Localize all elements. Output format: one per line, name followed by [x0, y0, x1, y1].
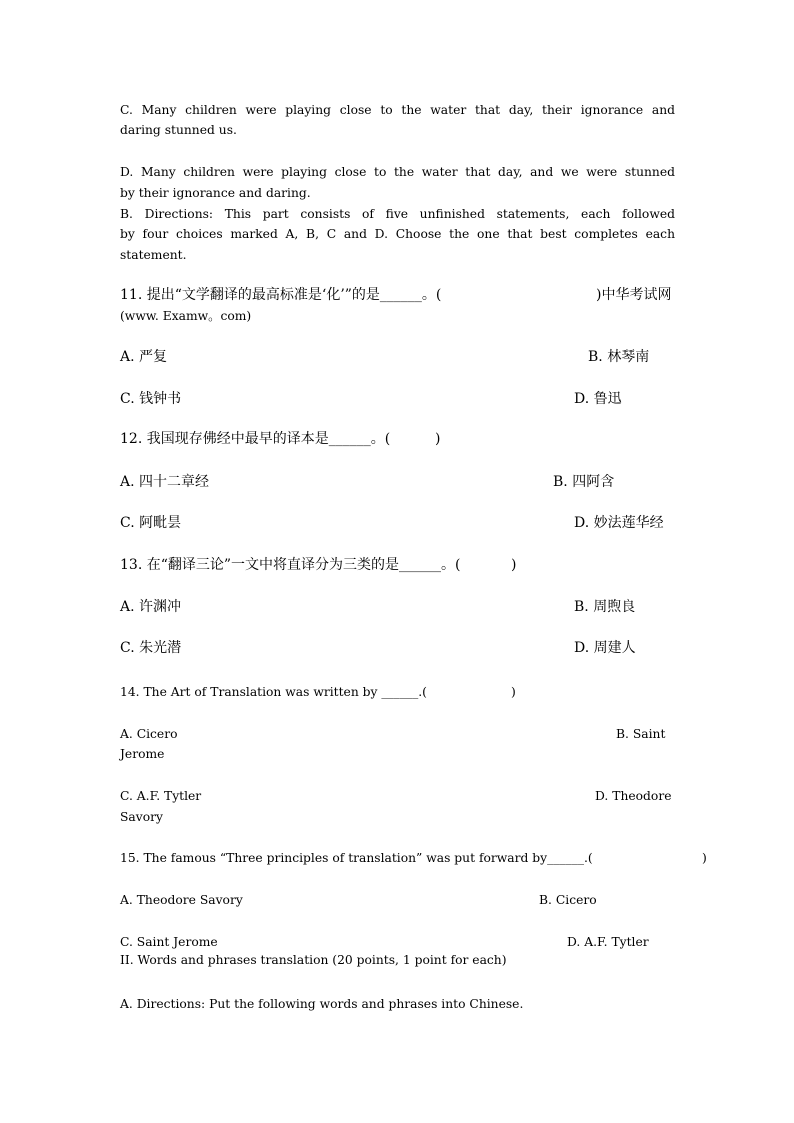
q12-stem-end: ) [435, 431, 441, 447]
q14-option-c: C. A.F. Tytler [120, 789, 202, 803]
q15-option-d: D. A.F. Tytler [567, 935, 649, 949]
q14-stem: 14. The Art of Translation was written by ______.( [120, 685, 427, 699]
q14-option-d: D. Theodore [595, 789, 672, 803]
q15-stem-end: ) [702, 851, 707, 865]
q13-stem-end: ) [511, 557, 517, 573]
q11-option-a: A. 严复 [120, 349, 168, 365]
q13-option-a: A. 许渊冲 [120, 599, 182, 615]
q13-option-d: D. 周建人 [574, 640, 636, 656]
option-c-line2: daring stunned us. [120, 123, 237, 137]
q12-option-b: B. 四阿含 [553, 474, 615, 490]
section-b-line3: statement. [120, 248, 187, 262]
q12-stem: 12. 我国现存佛经中最早的译本是______。( [120, 431, 391, 447]
q11-stem-end: )中华考试网 [596, 287, 672, 303]
q13-option-c: C. 朱光潜 [120, 640, 182, 656]
option-c-line1: C. Many children were playing close to the water that day, their ignorance and [120, 103, 675, 117]
q12-option-a: A. 四十二章经 [120, 474, 210, 490]
q13-stem: 13. 在“翻译三论”一文中将直译分为三类的是______。( [120, 557, 461, 573]
q11-option-c: C. 钱钟书 [120, 391, 182, 407]
q11-source: (www. Examw。com) [120, 309, 252, 323]
section-b-line1: B. Directions: This part consists of five unfinished statements, each followed [120, 207, 675, 221]
section-b-line2: by four choices marked A, B, C and D. Choose the one that best completes each [120, 227, 675, 241]
q11-stem: 11. 提出“文学翻译的最高标准是‘化’”的是______。( [120, 287, 442, 303]
q14-stem-end: ) [511, 685, 516, 699]
option-d-line1: D. Many children were playing close to the water that day, and we were stunned [120, 165, 675, 179]
q14-option-a: A. Cicero [120, 727, 178, 741]
part2-heading: II. Words and phrases translation (20 points, 1 point for each) [120, 953, 507, 967]
q15-option-c: C. Saint Jerome [120, 935, 218, 949]
q11-option-b: B. 林琴南 [588, 349, 650, 365]
q15-option-a: A. Theodore Savory [120, 893, 243, 907]
q14-option-b-cont: Jerome [120, 747, 165, 761]
q11-option-d: D. 鲁迅 [574, 391, 622, 407]
q12-option-d: D. 妙法莲华经 [574, 515, 664, 531]
q12-option-c: C. 阿毗昙 [120, 515, 182, 531]
option-d-line2: by their ignorance and daring. [120, 186, 311, 200]
q14-option-d-cont: Savory [120, 810, 163, 824]
part2-directions: A. Directions: Put the following words and phrases into Chinese. [120, 997, 524, 1011]
q13-option-b: B. 周煦良 [574, 599, 636, 615]
q14-option-b: B. Saint [616, 727, 666, 741]
q15-option-b: B. Cicero [539, 893, 597, 907]
q15-stem: 15. The famous “Three principles of translation” was put forward by______.( [120, 851, 593, 865]
